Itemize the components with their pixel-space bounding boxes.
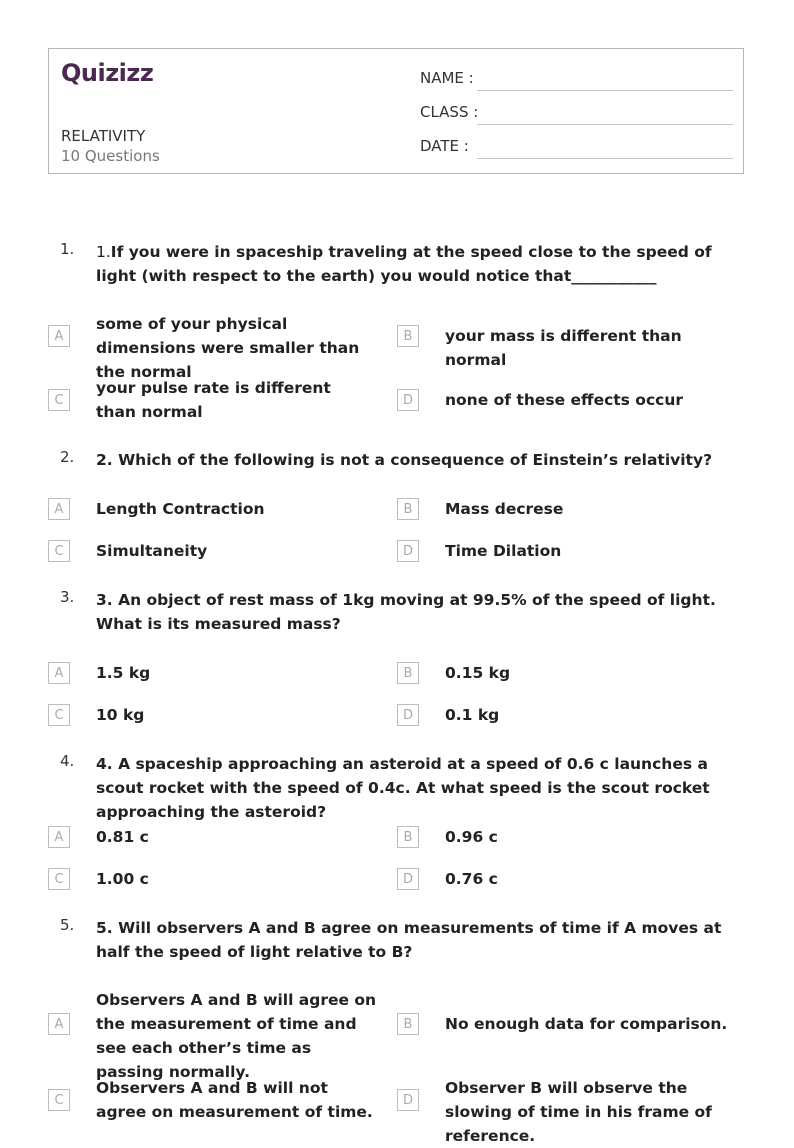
quizizz-logo: Quizizz: [61, 59, 154, 87]
date-field[interactable]: [420, 137, 733, 159]
option-text: 0.96 c: [445, 828, 498, 846]
option-text: Mass decrese: [445, 500, 564, 518]
question-number: 1.: [60, 240, 75, 258]
class-label: CLASS :: [420, 103, 479, 121]
option-letter-box[interactable]: B: [397, 662, 419, 684]
question-text: 4. A spaceship approaching an asteroid at a speed of 0.6 c launches a scout rocket with the speed of 0.4c. At what speed is the scout rocket approaching the asteroid?: [96, 755, 710, 821]
option-letter-box[interactable]: B: [397, 325, 419, 347]
question-number: 5.: [60, 916, 75, 934]
question-number: 2.: [60, 448, 75, 466]
question-text: [96, 240, 746, 288]
question-text: 3. An object of rest mass of 1kg moving at 99.5% of the speed of light. What is its measured mass?: [96, 591, 716, 633]
option-letter-box[interactable]: A: [48, 325, 70, 347]
option-letter-box[interactable]: B: [397, 498, 419, 520]
worksheet-header: [48, 48, 744, 174]
option-letter-box[interactable]: B: [397, 1013, 419, 1035]
option-letter-box[interactable]: C: [48, 389, 70, 411]
option-text: your pulse rate is different than normal: [96, 379, 331, 421]
option-text: your mass is different than normal: [445, 327, 682, 369]
name-field[interactable]: [420, 69, 733, 91]
name-line: [477, 90, 733, 91]
option-text: Observers A and B will not agree on measurement of time.: [96, 1079, 373, 1121]
option-letter-box[interactable]: D: [397, 540, 419, 562]
question-body: If you were in spaceship traveling at the speed close to the speed of light (with respect to the earth) you would notice that___________: [96, 243, 712, 285]
date-line: [477, 158, 733, 159]
name-label: NAME :: [420, 69, 474, 87]
question-number: 3.: [60, 588, 75, 606]
option-letter-box[interactable]: C: [48, 540, 70, 562]
option-letter-box[interactable]: C: [48, 1089, 70, 1111]
option-letter-box[interactable]: D: [397, 868, 419, 890]
option-text: 10 kg: [96, 706, 145, 724]
question-text: 2. Which of the following is not a consequence of Einstein’s relativity?: [96, 451, 713, 469]
option-letter-box[interactable]: B: [397, 826, 419, 848]
option-letter-box[interactable]: A: [48, 1013, 70, 1035]
option-letter-box[interactable]: D: [397, 1089, 419, 1111]
question-number: 4.: [60, 752, 75, 770]
option-letter-box[interactable]: D: [397, 389, 419, 411]
option-text: Observer B will observe the slowing of time in his frame of reference.: [445, 1079, 712, 1145]
option-text: 1.00 c: [96, 870, 149, 888]
option-text: Length Contraction: [96, 500, 265, 518]
option-text: 1.5 kg: [96, 664, 151, 682]
option-letter-box[interactable]: D: [397, 704, 419, 726]
class-field[interactable]: [420, 103, 733, 125]
option-text: Time Dilation: [445, 542, 562, 560]
option-text: some of your physical dimensions were smaller than the normal: [96, 315, 360, 381]
option-text: none of these effects occur: [445, 391, 684, 409]
option-text: 0.1 kg: [445, 706, 500, 724]
option-letter-box[interactable]: A: [48, 662, 70, 684]
option-text: 0.76 c: [445, 870, 498, 888]
option-letter-box[interactable]: A: [48, 826, 70, 848]
date-label: DATE :: [420, 137, 469, 155]
class-line: [477, 124, 733, 125]
option-text: No enough data for comparison.: [445, 1015, 728, 1033]
question-text: 5. Will observers A and B agree on measurements of time if A moves at half the speed of light relative to B?: [96, 919, 722, 961]
question-count: 10 Questions: [61, 147, 160, 165]
option-text: 0.15 kg: [445, 664, 511, 682]
option-text: 0.81 c: [96, 828, 149, 846]
option-letter-box[interactable]: A: [48, 498, 70, 520]
option-letter-box[interactable]: C: [48, 704, 70, 726]
worksheet-title: RELATIVITY: [61, 127, 146, 145]
option-letter-box[interactable]: C: [48, 868, 70, 890]
option-text: Observers A and B will agree on the measurement of time and see each other’s time as passing normally.: [96, 991, 377, 1081]
option-text: Simultaneity: [96, 542, 208, 560]
question-prefix: 1.: [96, 243, 111, 261]
